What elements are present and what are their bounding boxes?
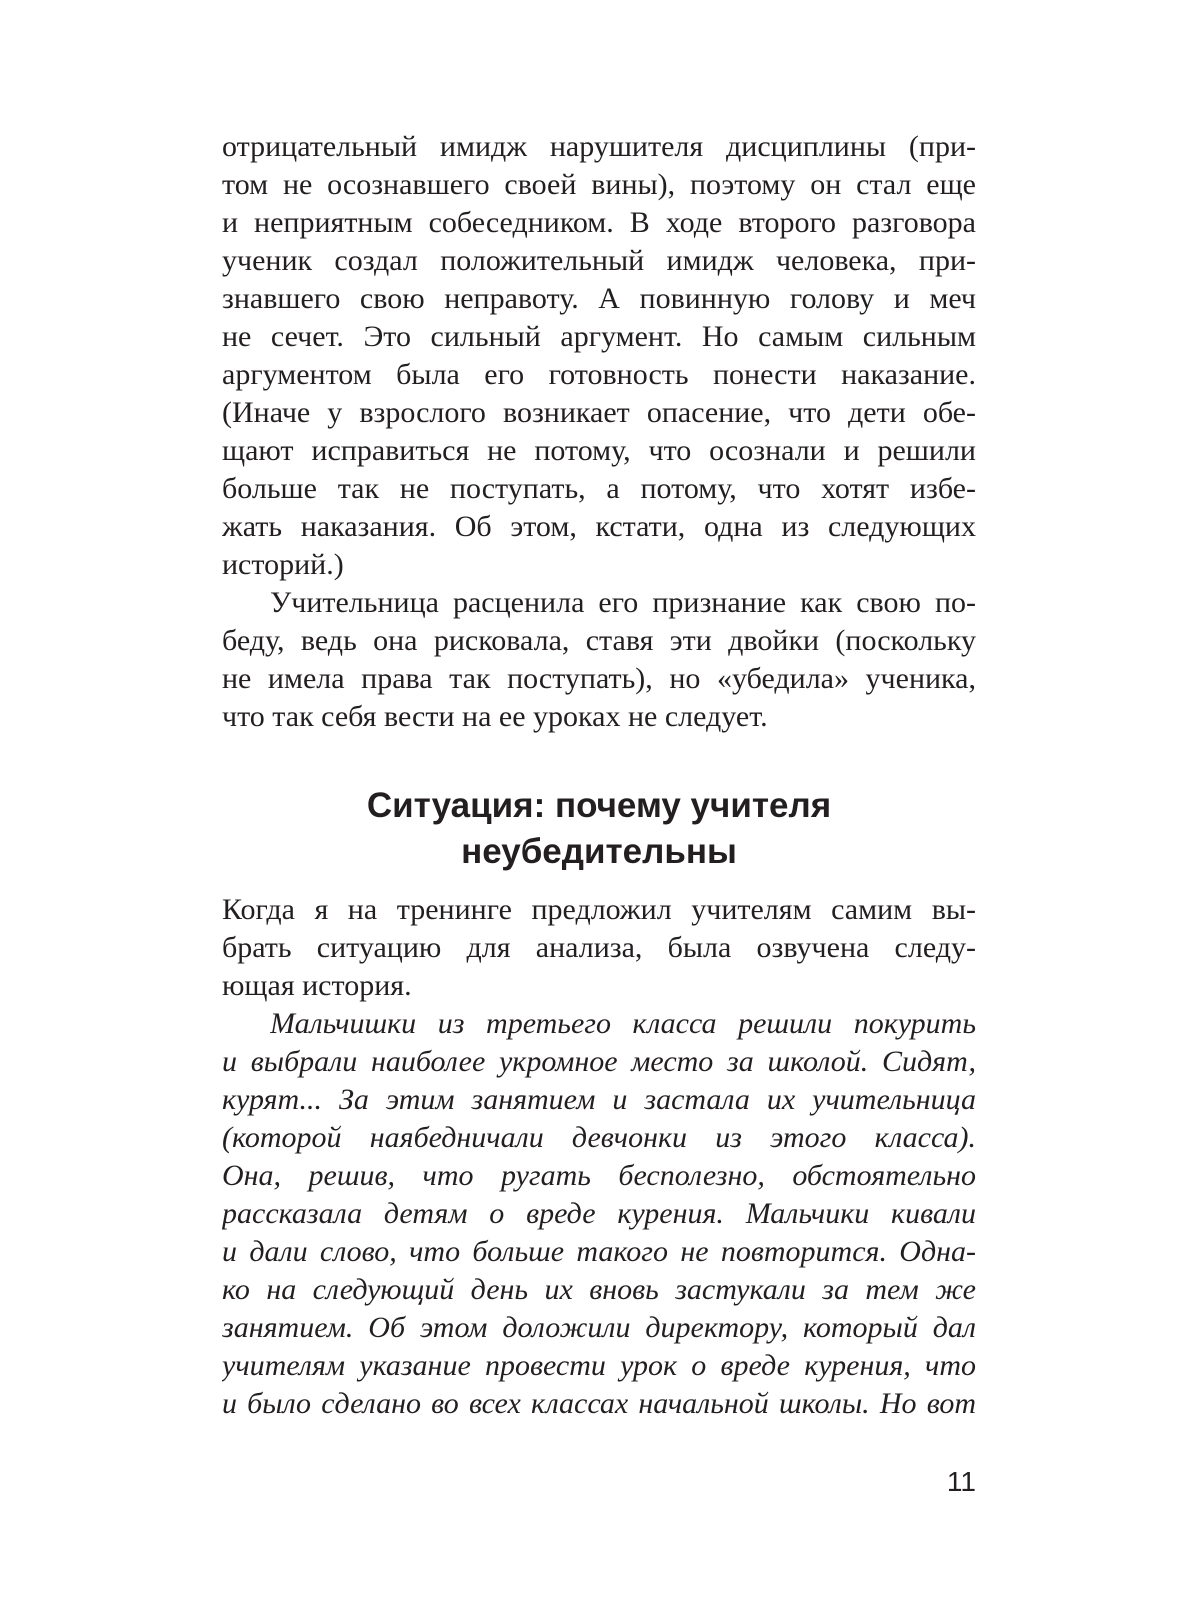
body-text-line: жать наказания. Об этом, кстати, одна из следующих	[222, 510, 976, 543]
section-heading: Ситуация: почему учителя	[366, 786, 832, 825]
body-text-line: Учительница расценила его признание как свою по-	[270, 586, 976, 619]
story-text-line: рассказала детям о вреде курения. Мальчики кивали	[222, 1197, 976, 1230]
body-text-line: щают исправиться не потому, что осознали и решили	[222, 434, 976, 467]
story-text-line: Мальчишки из третьего класса решили покурить	[270, 1007, 976, 1040]
body-text-line: ющая история.	[222, 969, 412, 1002]
body-text-line: и неприятным собеседником. В ходе второго разговора	[222, 206, 976, 239]
story-text-line: ко на следующий день их вновь застукали за тем же	[222, 1273, 976, 1306]
body-text-line: Когда я на тренинге предложил учителям самим вы-	[222, 893, 976, 926]
story-text-line: учителям указание провести урок о вреде курения, что	[222, 1349, 976, 1382]
body-text-line: брать ситуацию для анализа, была озвучена следу-	[222, 931, 976, 964]
body-text-line: что так себя вести на ее уроках не следует.	[222, 700, 768, 733]
story-text-line: и было сделано во всех классах начальной школы. Но вот	[222, 1387, 976, 1420]
story-text-line: и дали слово, что больше такого не повторится. Одна-	[222, 1235, 976, 1268]
body-text-line: ученик создал положительный имидж человека, при-	[222, 244, 976, 277]
page-number: 11	[946, 1466, 976, 1497]
body-text-line: больше так не поступать, а потому, что хотят избе-	[222, 472, 976, 505]
body-text-line: отрицательный имидж нарушителя дисциплины (при-	[222, 130, 976, 163]
body-text-line: том не осознавшего своей вины), поэтому он стал еще	[222, 168, 976, 201]
story-text-line: занятием. Об этом доложили директору, который дал	[222, 1311, 976, 1344]
story-text-line: Она, решив, что ругать бесполезно, обстоятельно	[222, 1159, 976, 1192]
body-text-line: не сечет. Это сильный аргумент. Но самым сильным	[222, 320, 976, 353]
body-text-line: историй.)	[222, 548, 344, 581]
body-text-line: знавшего свою неправоту. А повинную голову и меч	[222, 282, 976, 315]
story-text-line: и выбрали наиболее укромное место за школой. Сидят,	[222, 1045, 976, 1078]
body-text-line: беду, ведь она рисковала, ставя эти двойки (поскольку	[222, 624, 976, 657]
section-heading: неубедительны	[461, 832, 737, 871]
body-text-line: аргументом была его готовность понести наказание.	[222, 358, 976, 391]
body-text-line: не имела права так поступать), но «убедила» ученика,	[222, 662, 976, 695]
story-text-line: (которой наябедничали девчонки из этого класса).	[222, 1121, 976, 1154]
story-text-line: курят... За этим занятием и застала их учительница	[222, 1083, 976, 1116]
body-text-line: (Иначе у взрослого возникает опасение, что дети обе-	[222, 396, 976, 429]
